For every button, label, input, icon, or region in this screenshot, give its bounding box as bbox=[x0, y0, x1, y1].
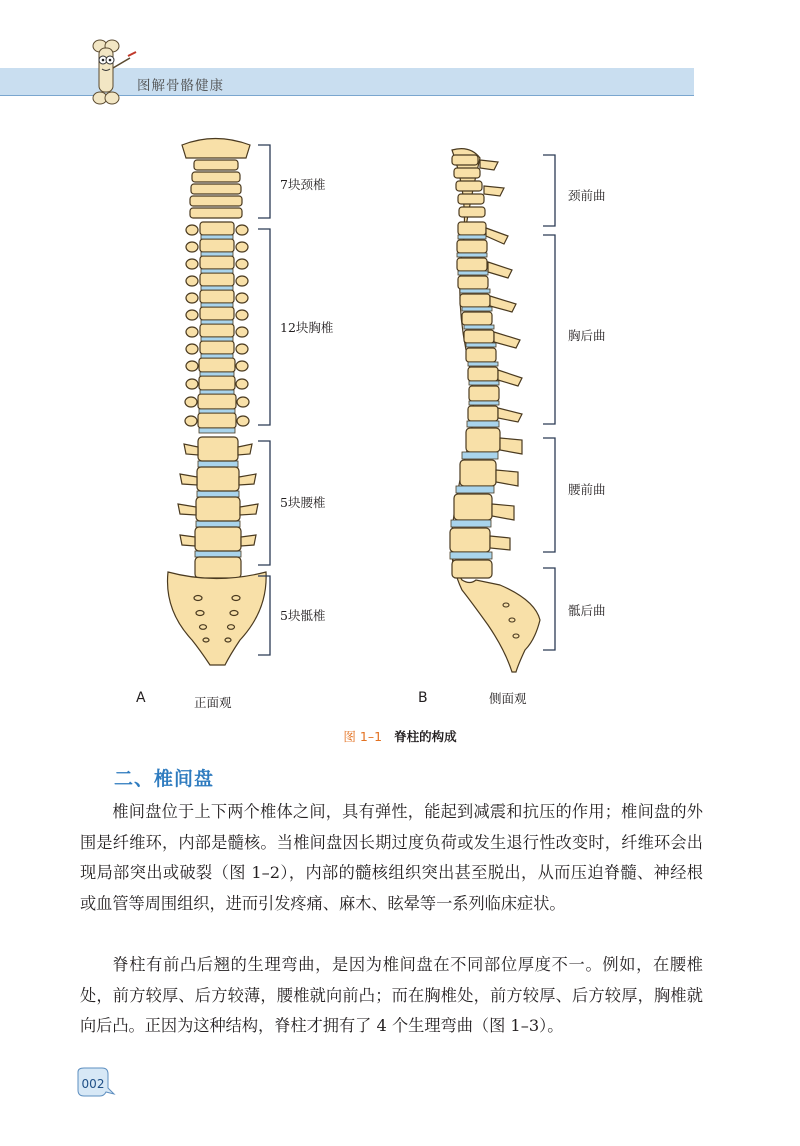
front-view-spine bbox=[168, 139, 267, 666]
panel-b-caption: 侧面观 bbox=[489, 691, 527, 706]
label-lumbar-count: 5块腰椎 bbox=[280, 495, 326, 510]
paragraph-2: 脊柱有前凸后翘的生理弯曲，是因为椎间盘在不同部位厚度不一。例如，在腰椎处，前方较厚、后方较薄，腰椎就向前凸；而在胸椎处，前方较厚、后方较厚，胸椎就向后凸。正因为这种结构，脊柱才拥有了 4 个生理弯曲（图 1–3）。 bbox=[80, 955, 703, 1035]
label-thoracic-count: 12块胸椎 bbox=[280, 320, 334, 335]
side-brackets bbox=[543, 155, 555, 650]
label-thoracic-curve: 胸后曲 bbox=[568, 328, 606, 343]
paragraph-1: 椎间盘位于上下两个椎体之间，具有弹性，能起到减震和抗压的作用；椎间盘的外围是纤维环，内部是髓核。当椎间盘因长期过度负荷或发生退行性改变时，纤维环会出现局部突出或破裂（图 1–2），内部的髓核组织突出甚至脱出，从而压迫脊髓、神经根或血管等周围组织，进而引发疼痛、麻木、眩晕等一系列临床症状。 bbox=[80, 802, 703, 913]
label-cervical-count: 7块颈椎 bbox=[280, 177, 326, 192]
side-view-spine bbox=[450, 149, 540, 672]
label-sacral-count: 5块骶椎 bbox=[280, 608, 326, 623]
label-cervical-curve: 颈前曲 bbox=[568, 188, 606, 203]
panel-b-letter: B bbox=[418, 690, 428, 706]
label-sacral-curve: 骶后曲 bbox=[568, 603, 606, 618]
page-number: 002 bbox=[81, 1077, 105, 1091]
figure-caption-number: 图 1–1 bbox=[343, 729, 383, 744]
header-title: 图解骨骼健康 bbox=[137, 78, 224, 94]
panel-a-letter: A bbox=[136, 690, 146, 706]
figure-caption bbox=[0, 727, 800, 745]
label-lumbar-curve: 腰前曲 bbox=[568, 482, 606, 497]
figure-caption-title: 脊柱的构成 bbox=[394, 729, 457, 744]
panel-a-caption: 正面观 bbox=[194, 695, 232, 710]
section-heading: 二、椎间盘 bbox=[114, 768, 215, 790]
